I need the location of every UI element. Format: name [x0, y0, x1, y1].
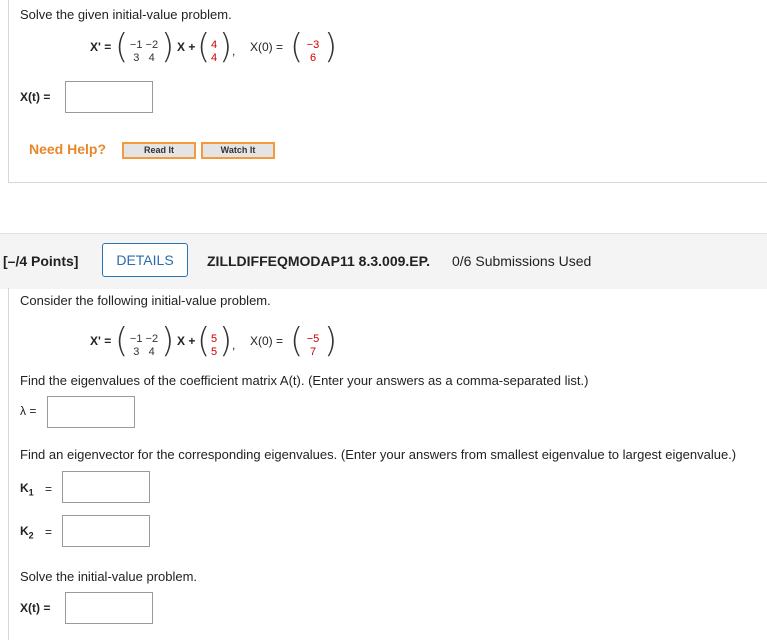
details-button[interactable]: DETAILS: [102, 243, 188, 277]
read-it-button[interactable]: Read It: [122, 142, 196, 159]
need-help-label: Need Help?: [29, 141, 107, 157]
coefficient-matrix: −1 −2 3 4: [129, 39, 159, 64]
k1-equals: =: [45, 482, 53, 496]
right-paren: ): [324, 27, 338, 67]
equation-plus-x: X +: [177, 40, 196, 54]
k1-label: $K_1$: [20, 481, 34, 498]
right-paren: ): [219, 27, 233, 67]
initial-condition-vector: −5 7: [306, 333, 320, 358]
submissions-used: 0/6 Submissions Used: [452, 253, 592, 269]
right-paren: ): [161, 27, 175, 67]
left-paren: (: [290, 27, 304, 67]
equation-lhs: X' =: [90, 334, 112, 348]
eigenvector-question: Find an eigenvector for the corresponding eigenvalues. (Enter your answers from smallest eigenvalue to largest eigenvalue.): [20, 447, 737, 462]
eigenvalue-question: Find the eigenvalues of the coefficient matrix A(t). (Enter your answers as a comma-separated list.): [20, 373, 589, 388]
equation-plus-x: X +: [177, 334, 196, 348]
k2-equals: =: [45, 525, 53, 539]
eigenvector-k1-input[interactable]: [62, 471, 150, 503]
right-paren: ): [161, 321, 175, 361]
right-paren: ): [324, 321, 338, 361]
right-paren: ): [219, 321, 233, 361]
left-paren: (: [197, 27, 211, 67]
answer-input-xt[interactable]: [65, 81, 153, 113]
forcing-vector: 5 5: [210, 333, 218, 358]
eigenvector-k2-input[interactable]: [62, 515, 150, 547]
coefficient-matrix: −1 −2 3 4: [129, 333, 159, 358]
initial-condition-label: X(0) =: [250, 40, 284, 54]
initial-condition-vector: −3 6: [306, 39, 320, 64]
k2-label: $K_2$: [20, 524, 34, 541]
problem-code: ZILLDIFFEQMODAP11 8.3.009.EP.: [207, 253, 431, 269]
problem-1-prompt: Solve the given initial-value problem.: [20, 7, 232, 22]
problem-2-prompt: Consider the following initial-value problem.: [20, 293, 271, 308]
answer-input-xt-2[interactable]: [65, 592, 153, 624]
answer-label: X(t) =: [20, 601, 51, 615]
left-paren: (: [290, 321, 304, 361]
left-paren: (: [197, 321, 211, 361]
points-label: [–/4 Points]: [3, 253, 79, 269]
lambda-label: λ =: [20, 404, 37, 418]
forcing-vector: 4 4: [210, 39, 218, 64]
answer-label: X(t) =: [20, 90, 51, 104]
initial-condition-label: X(0) =: [250, 334, 284, 348]
left-paren: (: [115, 27, 129, 67]
solve-question: Solve the initial-value problem.: [20, 569, 198, 584]
watch-it-button[interactable]: Watch It: [201, 142, 275, 159]
left-paren: (: [115, 321, 129, 361]
equation-lhs: X' =: [90, 40, 112, 54]
eigenvalue-input[interactable]: [47, 396, 135, 428]
